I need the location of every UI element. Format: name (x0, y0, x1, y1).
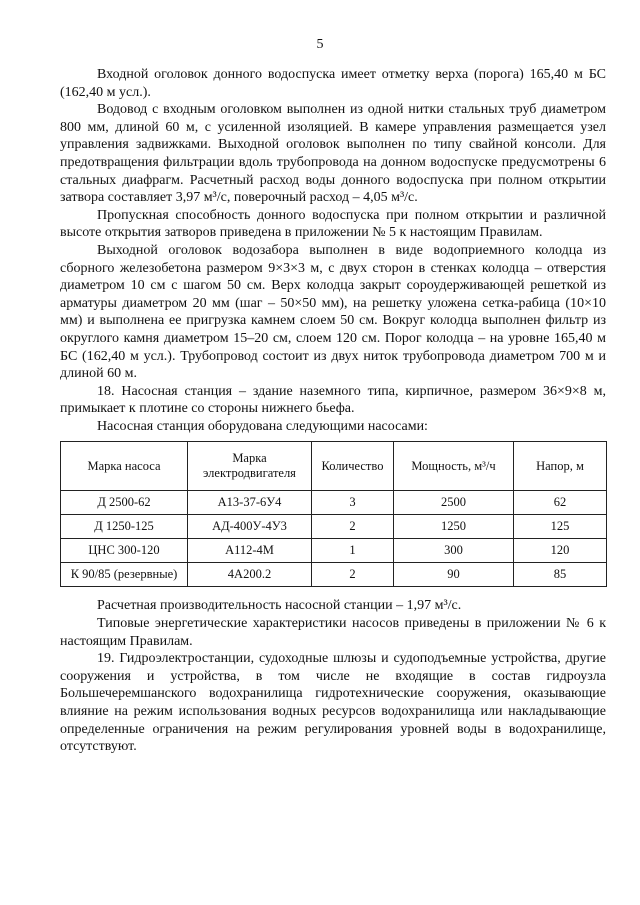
table-cell: 125 (514, 515, 607, 539)
paragraph-inlet-head: Входной оголовок донного водоспуска имеет отметку верха (порога) 165,40 м БС (162,40 м усл.). (60, 67, 606, 100)
table-cell: 1250 (394, 515, 514, 539)
table-cell: 2 (312, 515, 394, 539)
paragraph-pump-station: 18. Насосная станция – здание наземного типа, кирпичное, размером 36×9×8 м, примыкает к плотине со стороны нижнего бьефа. (60, 383, 606, 417)
table-cell: 2500 (394, 491, 514, 515)
table-cell: 300 (394, 539, 514, 563)
paragraph-other-structures: 19. Гидроэлектростанции, судоходные шлюзы и судоподъемные устройства, другие сооружения и устройства, в том числе не входящие в состав гидроузла Большечеремшанского водохранилища гидротехнические сооружения, оказывающие влияние на режим использования водных ресурсов водохранилища или накладывающие определенные ограничения на режим регулирования уровней воды в водохранилище, отсутствуют. (60, 651, 606, 755)
paragraph-station-output: Расчетная производительность насосной станции – 1,97 м³/с. (97, 598, 462, 614)
table-cell: 3 (312, 491, 394, 515)
table-cell: 1 (312, 539, 394, 563)
table-cell: ЦНС 300-120 (61, 539, 188, 563)
table-cell: 120 (514, 539, 607, 563)
table-row (61, 515, 607, 539)
table-cell: АД-400У-4У3 (188, 515, 312, 539)
table-cell: 90 (394, 563, 514, 587)
pumps-table (60, 441, 607, 587)
table-row (61, 563, 607, 587)
table-cell: Д 2500-62 (61, 491, 188, 515)
paragraph-intake-well: Выходной оголовок водозабора выполнен в виде водоприемного колодца из сборного железобетона размером 9×3×3 м, с двух сторон в стенках колодца – отверстия диаметром 10 см с шагом 50 см. Верх колодца закрыт сороудерживающей решеткой из арматуры диаметром 20 мм (шаг – 50×50 мм), на решетку уложена сетка-рабица (10×10 мм) и выполнена ее пригрузка камнем слоем 50 см. Вокруг колодца выполнен фильтр из округлого камня диаметром 15–20 см, слоем 120 см. Порог колодца – на уровне 165,40 м БС (162,40 м усл.). Трубопровод состоит из двух ниток трубопровода диаметром 700 м и длиной 60 м. (60, 242, 606, 382)
table-cell: А112-4М (188, 539, 312, 563)
header-quantity: Количество (312, 442, 394, 491)
table-cell: А13-37-6У4 (188, 491, 312, 515)
table-cell: 62 (514, 491, 607, 515)
table-cell: 85 (514, 563, 607, 587)
header-capacity: Мощность, м³/ч (394, 442, 514, 491)
paragraph-energy-characteristics: Типовые энергетические характеристики насосов приведены в приложении № 6 к настоящим Правилам. (60, 616, 606, 649)
header-head: Напор, м (514, 442, 607, 491)
table-row (61, 539, 607, 563)
document-body (60, 66, 606, 756)
header-pump-brand: Марка насоса (61, 442, 188, 491)
table-row (61, 491, 607, 515)
paragraph-conduit: Водовод с входным оголовком выполнен из одной нитки стальных труб диаметром 800 мм, длиной 60 м, с усиленной изоляцией. В камере управления размещается узел управления задвижками. Выходной оголовок выполнен по типу свайной консоли. Для предотвращения фильтрации вдоль трубопровода на донном водоспуске предусмотрены 6 стальных диафрагм. Расчетный расход воды донного водоспуска при полном открытии затвора составляет 3,97 м³/с, поверочный расход – 4,05 м³/с. (60, 102, 606, 206)
paragraph-capacity: Пропускная способность донного водоспуска при полном открытии и различной высоте открытия затворов приведена в приложении № 5 к настоящим Правилам. (60, 207, 606, 241)
table-cell: 4А200.2 (188, 563, 312, 587)
table-header-row (61, 442, 607, 491)
table-cell: Д 1250-125 (61, 515, 188, 539)
header-motor-brand: Марка электродвигателя (188, 442, 312, 491)
table-cell: 2 (312, 563, 394, 587)
table-cell: К 90/85 (резервные) (61, 563, 188, 587)
page-number: 5 (316, 37, 324, 52)
paragraph-pumps-intro: Насосная станция оборудована следующими насосами: (97, 418, 428, 434)
